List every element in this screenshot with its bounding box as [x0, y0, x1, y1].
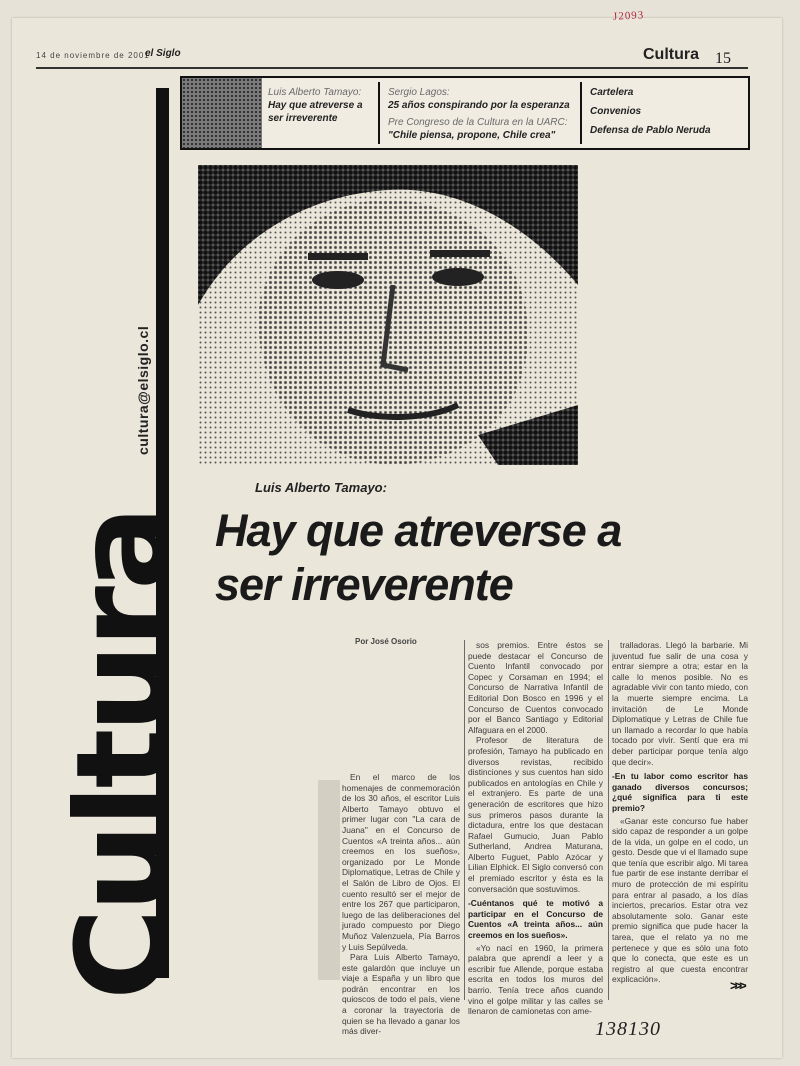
vertical-section-word: Cultura: [50, 509, 195, 1000]
section-email: cultura@elsiglo.cl: [135, 325, 151, 455]
column-shade: [318, 780, 340, 980]
toc-item1-title: Hay que atreverse a ser irreverente: [268, 100, 363, 124]
toc-item2-title: 25 años conspirando por la esperanza: [388, 100, 570, 111]
archive-mark-top: J2093: [612, 9, 645, 23]
article-headline: Hay que atreverse a ser irreverente: [215, 505, 622, 610]
contents-box: [180, 76, 750, 150]
toc-item-convenios: Convenios: [590, 106, 642, 117]
continue-arrows-icon: >>>: [730, 978, 744, 993]
article-paragraph: tralladoras. Llegó la barbarie. Mi juventud fue salir de una cosa y entrar siempre a otra; estar en la calle lo menos posible. No es agradable vivir con tanto miedo, con la muerte siempre encima. La invitación de Le Monde Diplomatique y Letras de Chile fue un llamado a recordar lo que había tocado por vivir. Sentí que era mi deber participar porque tenía algo que decir».: [612, 640, 748, 767]
toc-thumbnail-photo: [182, 78, 262, 148]
interview-question: -Cuéntanos qué te motivó a participar en el Concurso de Cuentos «A treinta años... aún creemos en los sueños».: [468, 898, 603, 941]
article-kicker: Luis Alberto Tamayo:: [255, 480, 387, 495]
header-date: 14 de noviembre de 2001: [36, 51, 150, 60]
portrait-photo: [198, 165, 578, 465]
article-column-3: [612, 640, 748, 985]
toc-item-neruda: Defensa de Pablo Neruda: [590, 125, 711, 136]
archive-mark-bottom: 138130: [595, 1018, 661, 1040]
article-paragraph: Para Luis Alberto Tamayo, este galardón que incluye un viaje a España y un libro que podrán encontrar en los quioscos de todo el país, viene a coronar la trayectoria de quien se ha llevado a ganar los más diver-: [342, 952, 460, 1037]
article-paragraph: En el marco de los homenajes de conmemoración de los 30 años, el escritor Luis Alberto Tamayo obtuvo el primer lugar con "La cara de Juana" en el Concurso de Cuentos «A treinta años... aún creemos en los sueños», organizado por Le Monde Diplomatique, Letras de Chile y el Salón de Libro de Ojos. El cuento resultó ser el mejor de entre los 267 que participaron, luego de las deliberaciones del jurado compuesto por Diego Muñoz Valenzuela, Pía Barros y Luis Sepúlveda.: [342, 772, 460, 952]
article-byline: Por José Osorio: [355, 637, 417, 646]
page-number: 15: [715, 50, 731, 67]
toc-item1-author: Luis Alberto Tamayo:: [268, 87, 362, 98]
article-paragraph: Profesor de literatura de profesión, Tamayo ha publicado en diversos revistas, recibido distinciones y sus cuentos han sido publicados en antologías en Chile y el extranjero. Es parte de una generación de escritores que hizo sus primeros pasos durante la dictadura, entre los que destacan Rafael Gumucio, Juan Pablo Sutherland, Andrea Maturana, Alberto Fuguet, Pablo Azócar y Lilian Elphick. El Siglo conversó con el premiado escritor y ésta es la conversación que sostuvimos.: [468, 735, 603, 894]
article-column-2: [468, 640, 603, 1017]
article-paragraph: sos premios. Entre éstos se puede destacar el Concurso de Cuento Infantil convocado por Copec y Corsaman en 1994; el Concurso de Narrativa Infantil de Editorial Don Bosco en 1996 y el Concurso de Cuentos convocado por el Banco Santiago y Editorial Alfaguara en el 2000.: [468, 640, 603, 735]
toc-item3-author: Pre Congreso de la Cultura en la UARC:: [388, 117, 568, 128]
section-title: Cultura: [643, 46, 699, 63]
toc-item3-title: "Chile piensa, propone, Chile crea": [388, 130, 556, 141]
header-rule: [36, 67, 748, 69]
newspaper-logo: el Siglo: [145, 48, 181, 59]
toc-item-cartelera: Cartelera: [590, 87, 634, 98]
toc-separator: [378, 82, 380, 144]
article-paragraph: «Yo nací en 1960, la primera palabra que aprendí a leer y a escribir fue Allende, porque estaba escrita en todos los muros del barrio. Tenía trece años cuando vino el golpe militar y las calles se llenaron de camionetas con ame-: [468, 942, 603, 1017]
toc-separator: [580, 82, 582, 144]
toc-item2-author: Sergio Lagos:: [388, 87, 450, 98]
interview-question: -En tu labor como escritor has ganado diversos concursos; ¿qué significa para ti este premio?: [612, 771, 748, 813]
article-paragraph: «Ganar este concurso fue haber sido capaz de responder a un golpe de la vida, un golpe en el codo, un gesto. Desde que vi el llamado supe que tenía que escribir algo. Mi tarea fue partir de ese instante derribar el muro de protección de mi espíritu para entrar al pasado, a los días inciertos, precarios. Estar otra vez absolutamente solo. Ganar este premio significa que pude hacer la tarea, que el relato ya no me pertenece y que es sólo una foto que lo conecta, que este es un registro al que cuesta encontrar explicación».: [612, 815, 748, 985]
column-rule: [464, 640, 465, 1000]
column-rule: [608, 640, 609, 1000]
article-column-1: [342, 772, 460, 1037]
